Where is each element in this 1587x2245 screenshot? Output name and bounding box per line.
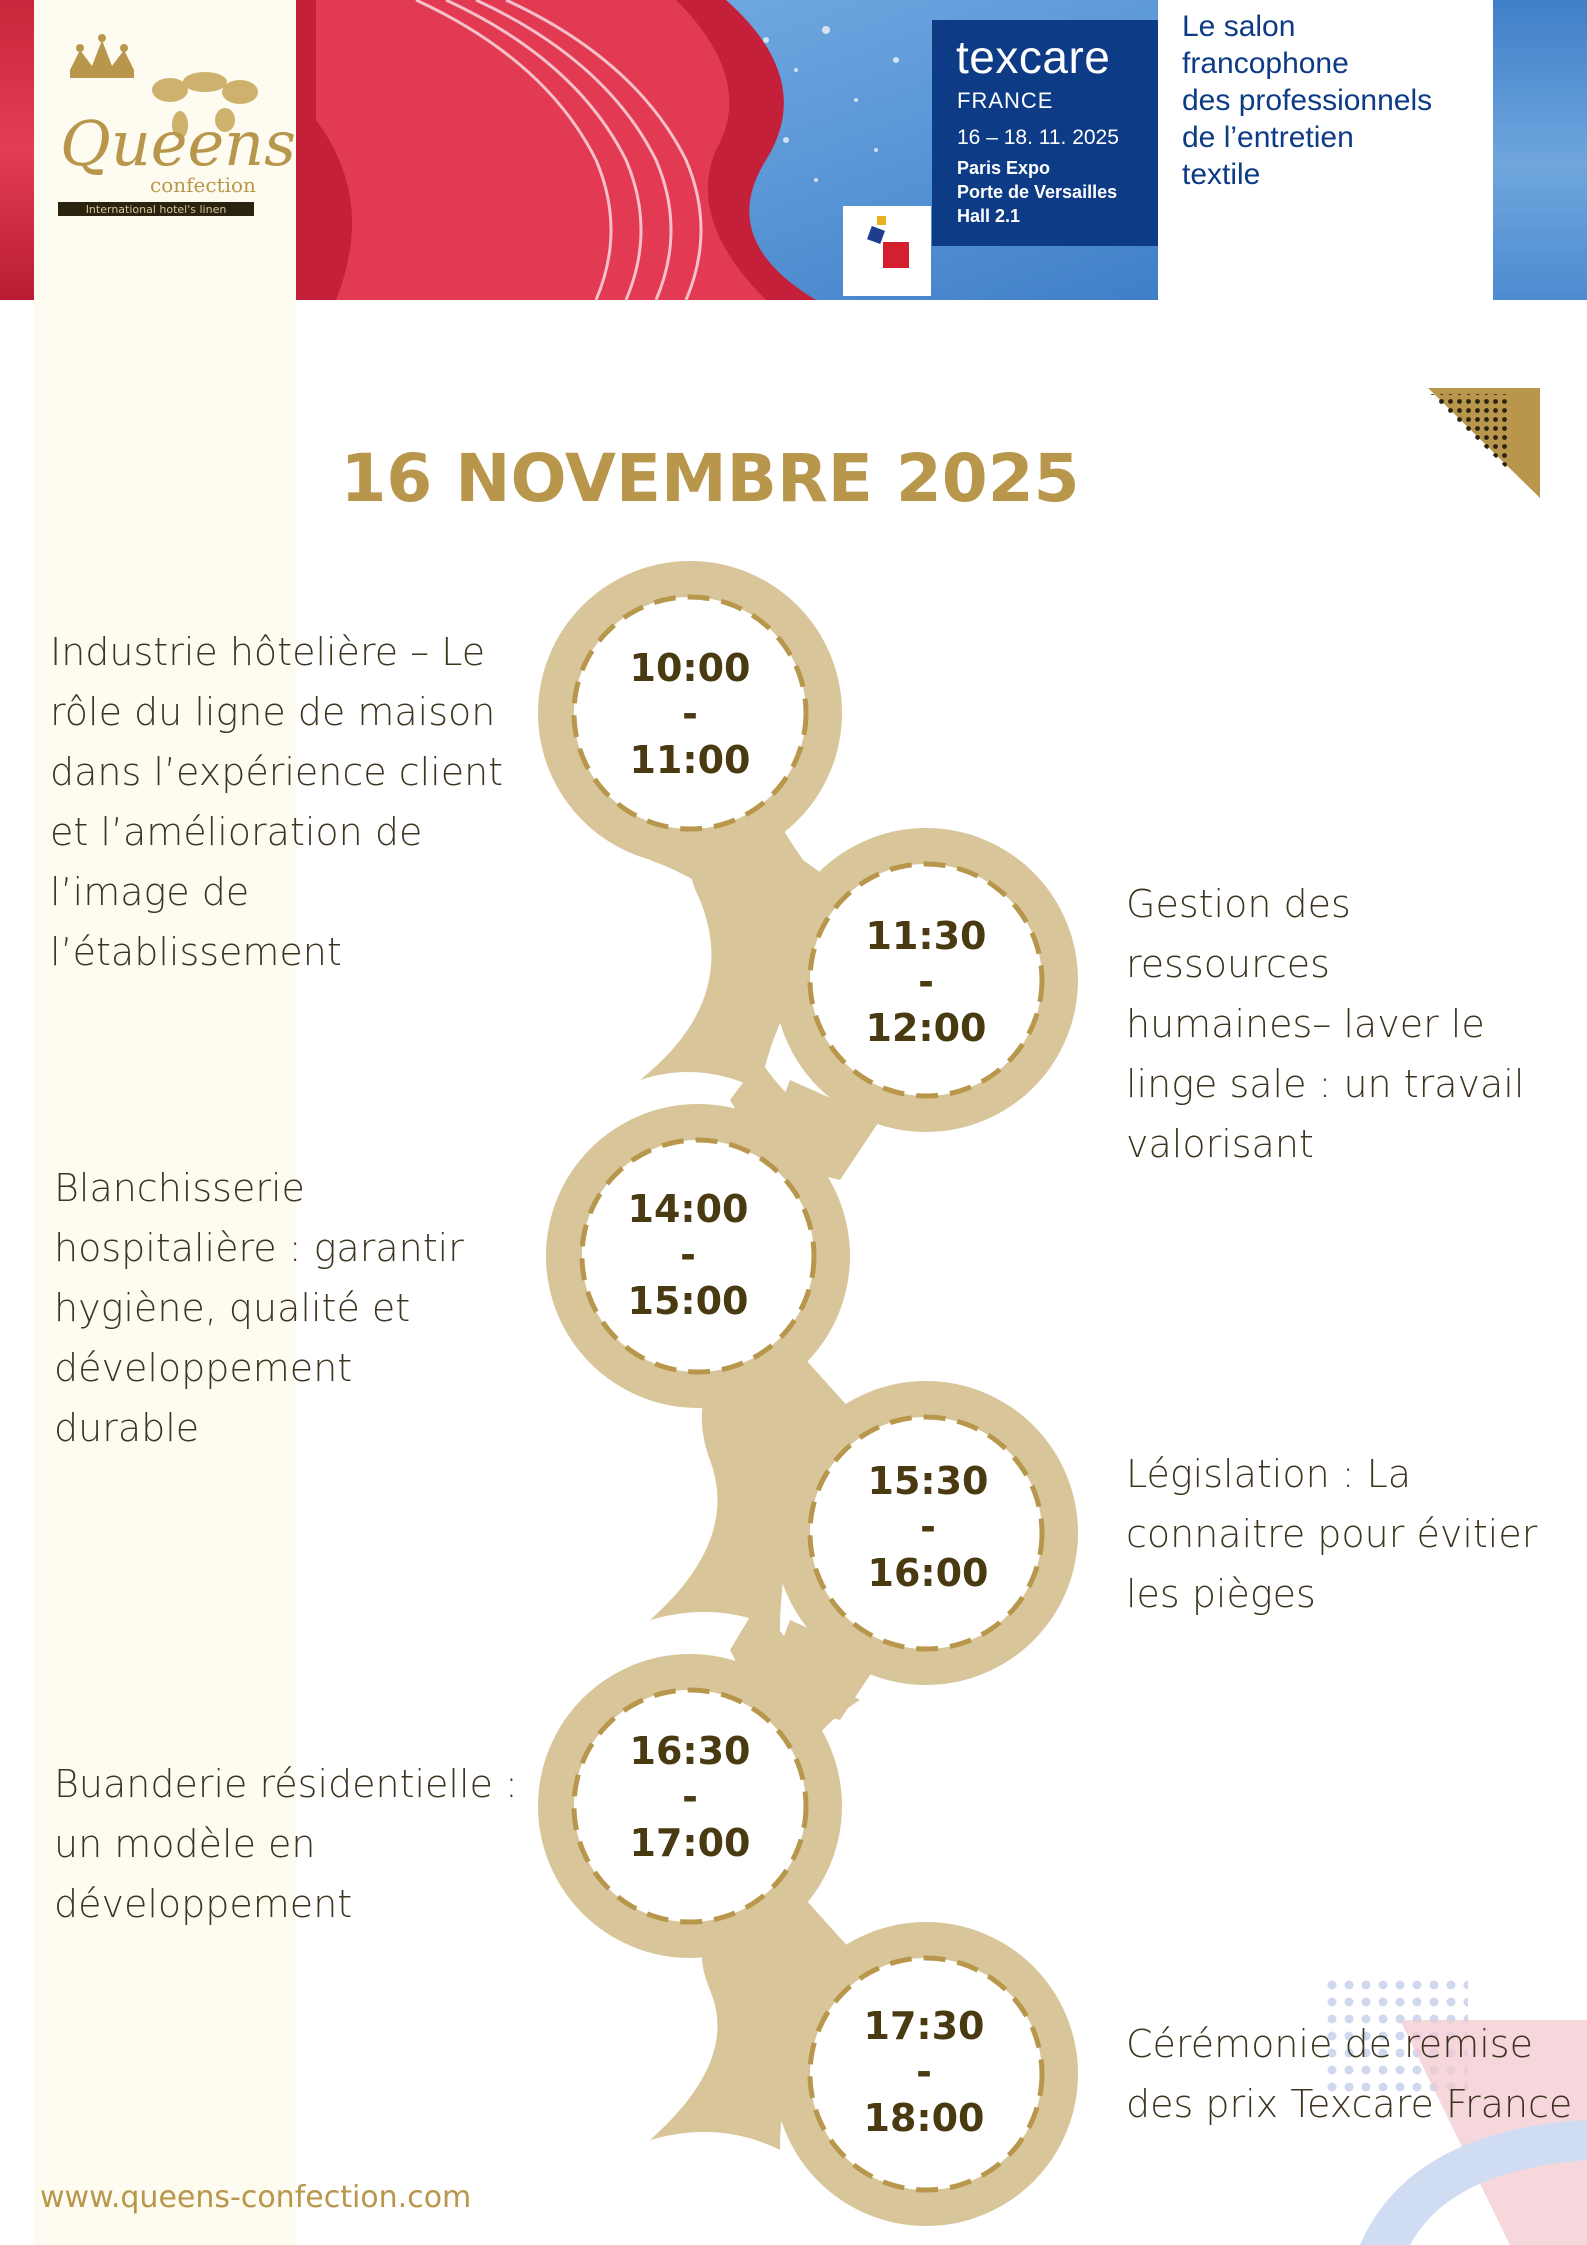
time-slot-1: 10:00 - 11:00 xyxy=(629,646,751,782)
event-description-5: Buanderie résidentielle : un modèle en développement xyxy=(54,1762,518,1926)
texcare-title: texcare xyxy=(956,31,1111,83)
event-description-3: Blanchisserie hospitalière : garantir hygiène, qualité et développement durable xyxy=(54,1166,464,1450)
time-slot-5: 16:30 - 17:00 xyxy=(629,1729,751,1865)
logo-wordmark: Queens xyxy=(60,107,296,180)
time-slot-6: 17:30 - 18:00 xyxy=(863,2004,985,2140)
event-description-6: Cérémonie de remise des prix Texcare France xyxy=(1126,2022,1573,2126)
texcare-dates: 16 – 18. 11. 2025 xyxy=(957,126,1119,149)
svg-text:International hotel's linen: International hotel's linen xyxy=(85,203,227,216)
texcare-country: FRANCE xyxy=(957,88,1054,113)
texcare-venue: Paris Expo Porte de Versailles Hall 2.1 xyxy=(957,158,1118,226)
time-slot-2: 11:30 - 12:00 xyxy=(865,914,987,1050)
footer-website[interactable]: www.queens-confection.com xyxy=(40,2180,472,2215)
event-description-2: Gestion des ressources humaines– laver le linge sale : un travail valorisant xyxy=(1126,882,1525,1166)
time-slot-3: 14:00 - 15:00 xyxy=(627,1187,749,1323)
svg-text:confection: confection xyxy=(150,173,256,197)
salon-tagline: Le salon francophone des professionnels de l’entretien textile xyxy=(1182,10,1433,191)
event-description-4: Législation : La connaitre pour évitier les pièges xyxy=(1126,1452,1538,1616)
time-slot-4: 15:30 - 16:00 xyxy=(867,1459,989,1595)
event-description-1: Industrie hôtelière – Le rôle du ligne de maison dans l’expérience client et l’amélioration de l’image de l’établissement xyxy=(50,630,504,974)
page-title: 16 NOVEMBRE 2025 xyxy=(340,440,1080,517)
